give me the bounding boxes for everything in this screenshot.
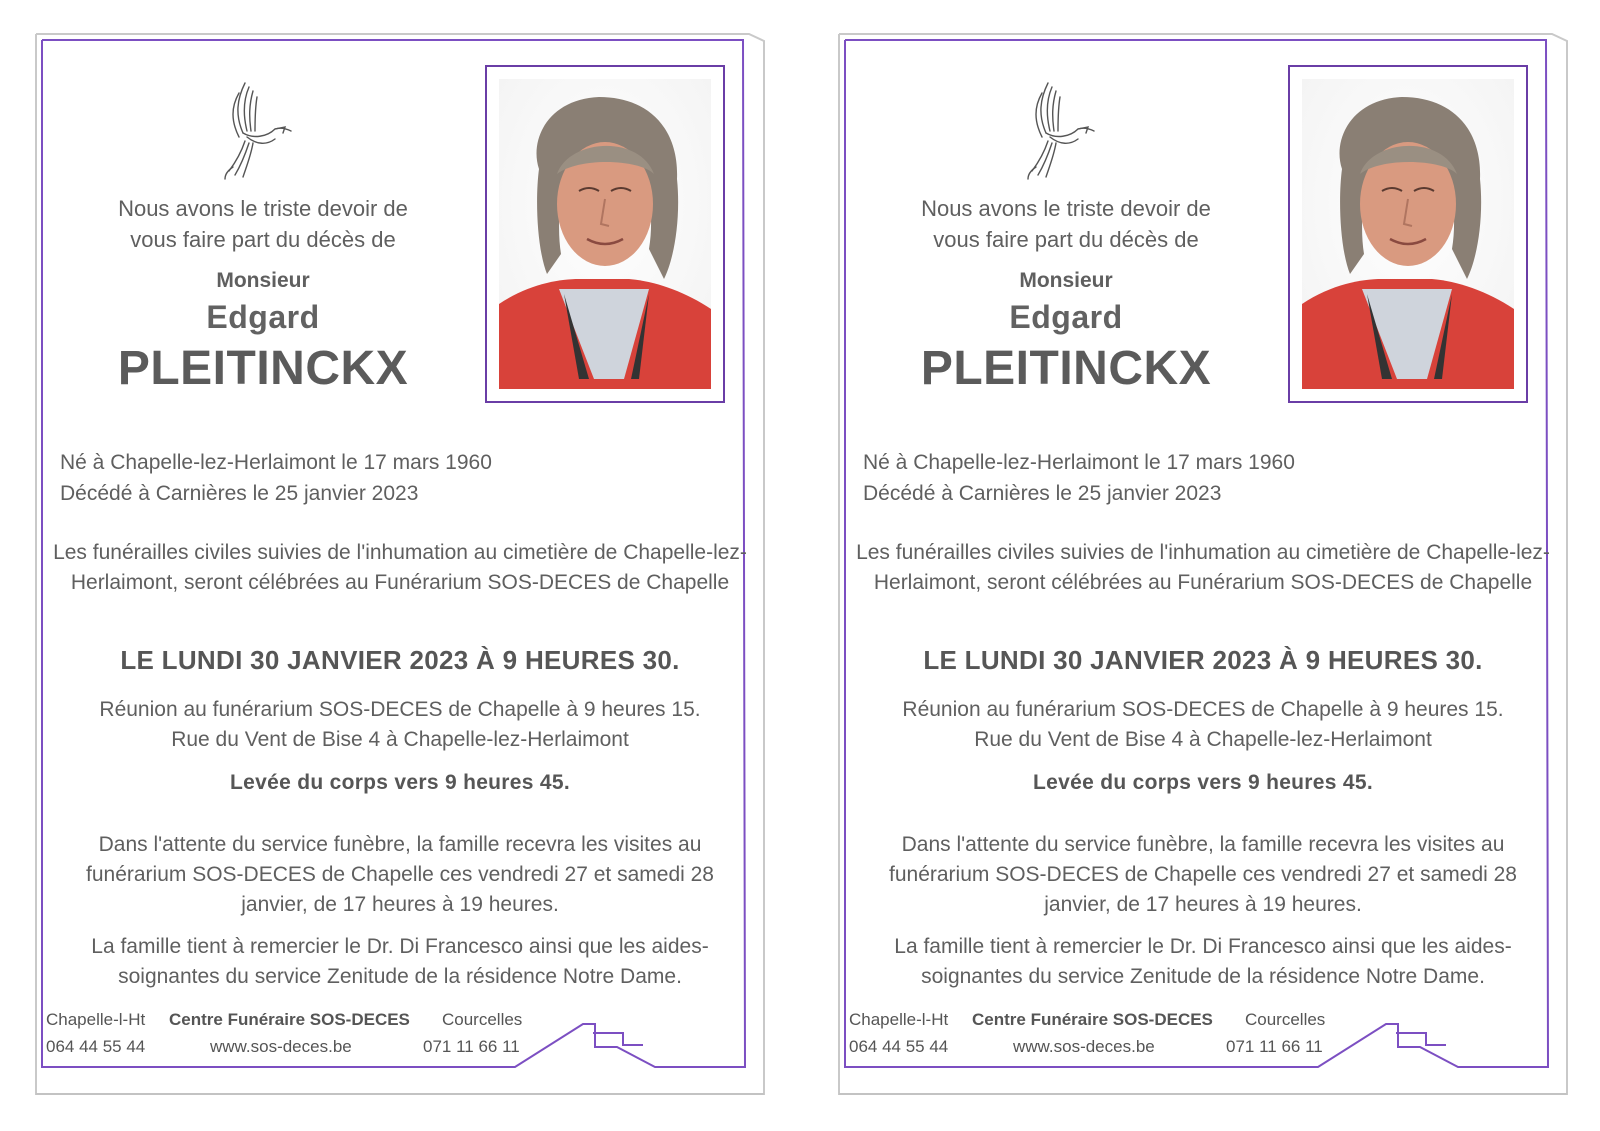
footer-city-left: Chapelle-l-Ht bbox=[46, 1010, 146, 1029]
visits-text: Dans l'attente du service funèbre, la famille recevra les visites au funérarium SOS-DECES de Chapelle ces vendredi 27 et samedi 28 janvier, de 17 heures à 19 heures. bbox=[86, 833, 714, 916]
civility: Monsieur bbox=[216, 269, 310, 292]
funeral-text: Les funérailles civiles suivies de l'inhumation au cimetière de Chapelle-lez-Herlaimont, seront célébrées au Funérarium SOS-DECES de Chapelle bbox=[856, 541, 1550, 594]
meeting-line-1: Réunion au funérarium SOS-DECES de Chapelle à 9 heures 15. bbox=[902, 698, 1504, 721]
footer-website[interactable]: www.sos-deces.be bbox=[210, 1037, 352, 1056]
portrait-image bbox=[499, 79, 711, 389]
footer-phone-left: 064 44 55 44 bbox=[849, 1037, 949, 1056]
meeting-line-1: Réunion au funérarium SOS-DECES de Chapelle à 9 heures 15. bbox=[99, 698, 701, 721]
footer-city-left: Chapelle-l-Ht bbox=[849, 1010, 949, 1029]
last-name: PLEITINCKX bbox=[117, 342, 409, 395]
intro-line-2: vous faire part du décès de bbox=[933, 227, 1199, 252]
dove-icon bbox=[1026, 81, 1098, 181]
death-line: Décédé à Carnières le 25 janvier 2023 bbox=[60, 482, 419, 505]
levee-text: Levée du corps vers 9 heures 45. bbox=[230, 771, 570, 794]
birth-line: Né à Chapelle-lez-Herlaimont le 17 mars 1960 bbox=[863, 451, 1295, 474]
funeral-date: LE LUNDI 30 JANVIER 2023 À 9 HEURES 30. bbox=[120, 645, 680, 675]
footer-city-right: Courcelles bbox=[442, 1010, 523, 1029]
thanks-text: La famille tient à remercier le Dr. Di Francesco ainsi que les aides-soignantes du service Zenitude de la résidence Notre Dame. bbox=[894, 935, 1512, 988]
intro-text bbox=[876, 193, 1256, 255]
footer-phone-right: 071 11 66 11 bbox=[423, 1037, 520, 1056]
meeting-line-2: Rue du Vent de Bise 4 à Chapelle-lez-Herlaimont bbox=[171, 728, 629, 751]
obituary-card-right bbox=[836, 33, 1570, 1097]
footer-phone-right: 071 11 66 11 bbox=[1226, 1037, 1323, 1056]
visits-text: Dans l'attente du service funèbre, la famille recevra les visites au funérarium SOS-DECES de Chapelle ces vendredi 27 et samedi 28 janvier, de 17 heures à 19 heures. bbox=[889, 833, 1517, 916]
first-name: Edgard bbox=[1009, 299, 1123, 335]
meeting-text bbox=[856, 695, 1550, 755]
intro-line-1: Nous avons le triste devoir de bbox=[921, 196, 1211, 221]
obituary-card-left bbox=[33, 33, 767, 1097]
birth-line: Né à Chapelle-lez-Herlaimont le 17 mars 1960 bbox=[60, 451, 492, 474]
funeral-date: LE LUNDI 30 JANVIER 2023 À 9 HEURES 30. bbox=[923, 645, 1483, 675]
footer-center-name: Centre Funéraire SOS-DECES bbox=[169, 1010, 410, 1029]
footer-phone-left: 064 44 55 44 bbox=[46, 1037, 146, 1056]
funeral-text: Les funérailles civiles suivies de l'inhumation au cimetière de Chapelle-lez-Herlaimont, seront célébrées au Funérarium SOS-DECES de Chapelle bbox=[53, 541, 747, 594]
meeting-line-2: Rue du Vent de Bise 4 à Chapelle-lez-Herlaimont bbox=[974, 728, 1432, 751]
intro-text bbox=[73, 193, 453, 255]
portrait-photo bbox=[1288, 65, 1528, 403]
death-line: Décédé à Carnières le 25 janvier 2023 bbox=[863, 482, 1222, 505]
civility: Monsieur bbox=[1019, 269, 1113, 292]
first-name: Edgard bbox=[206, 299, 320, 335]
dove-icon bbox=[223, 81, 295, 181]
footer-city-right: Courcelles bbox=[1245, 1010, 1326, 1029]
meeting-text bbox=[53, 695, 747, 755]
intro-line-2: vous faire part du décès de bbox=[130, 227, 396, 252]
last-name: PLEITINCKX bbox=[920, 342, 1212, 395]
portrait-image bbox=[1302, 79, 1514, 389]
birth-death-dates bbox=[60, 447, 492, 509]
footer-website[interactable]: www.sos-deces.be bbox=[1013, 1037, 1155, 1056]
thanks-text: La famille tient à remercier le Dr. Di Francesco ainsi que les aides-soignantes du service Zenitude de la résidence Notre Dame. bbox=[91, 935, 709, 988]
birth-death-dates bbox=[863, 447, 1295, 509]
portrait-photo bbox=[485, 65, 725, 403]
intro-line-1: Nous avons le triste devoir de bbox=[118, 196, 408, 221]
footer-center-name: Centre Funéraire SOS-DECES bbox=[972, 1010, 1213, 1029]
levee-text: Levée du corps vers 9 heures 45. bbox=[1033, 771, 1373, 794]
